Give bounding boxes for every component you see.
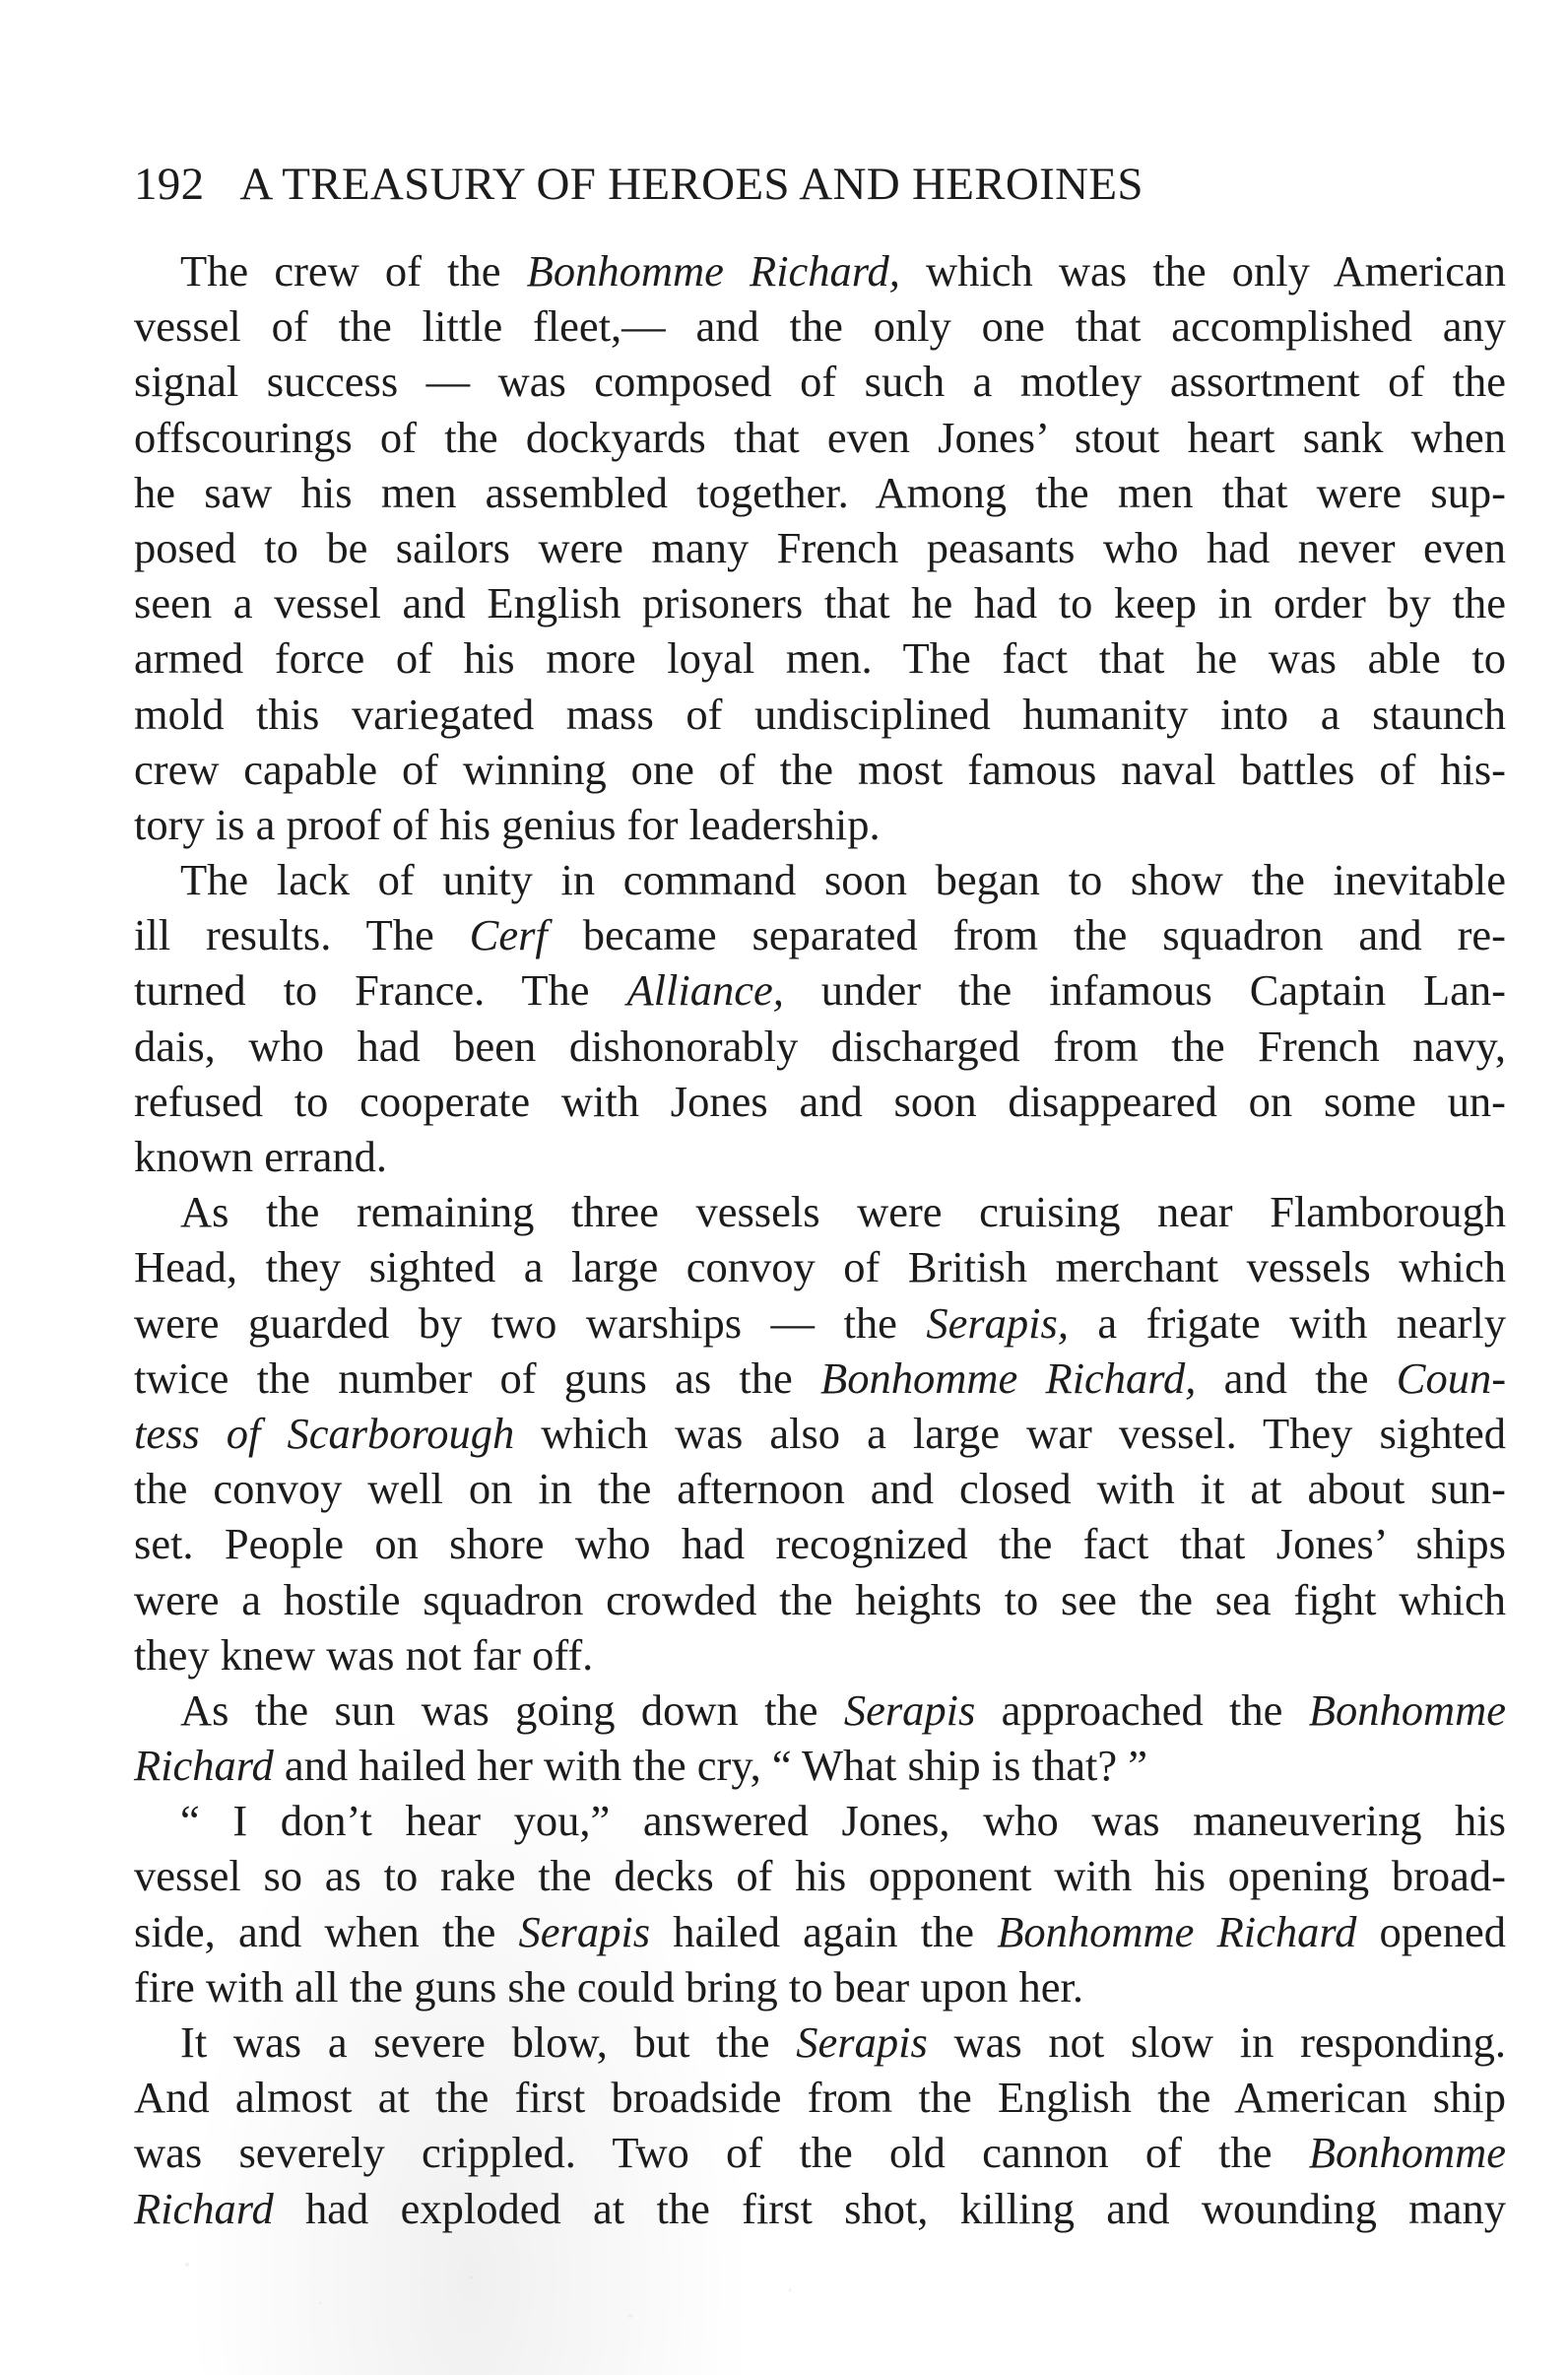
text-line [134, 630, 1506, 686]
text-segment: As the remaining three vessels were cruising near Flamborough [180, 1187, 1506, 1237]
text-line [134, 1074, 1506, 1129]
text-segment: was not slow in responding. [927, 2017, 1506, 2067]
italic-text: Bonhomme [1308, 1684, 1506, 1735]
italic-text: Richard [134, 1741, 274, 1791]
text-segment: “ I don’t hear you,” answered Jones, who was maneuvering his [180, 1796, 1506, 1846]
text-segment: a frigate with nearly [1068, 1297, 1506, 1348]
text-line [134, 1184, 1506, 1239]
text-line [134, 410, 1506, 465]
text-segment: twice the number of guns as the [134, 1352, 821, 1403]
text-segment: and the [1196, 1352, 1397, 1403]
page-smudge [98, 2226, 985, 2354]
text-segment: was severely crippled. Two of the old cannon of the [134, 2128, 1309, 2178]
text-segment: posed to be sailors were many French peasants who had never even [134, 522, 1506, 572]
text-line [134, 1627, 1506, 1682]
italic-text: Serapis, [926, 1297, 1069, 1348]
text-segment: And almost at the first broadside from the English the American ship [134, 2073, 1506, 2123]
text-segment: refused to cooperate with Jones and soon disappeared on some un- [134, 1076, 1506, 1126]
text-segment: crew capable of winning one of the most famous naval battles of his- [134, 744, 1506, 794]
text-segment: he saw his men assembled together. Among the men that were sup- [134, 467, 1506, 517]
text-line [134, 1516, 1506, 1571]
text-line [134, 797, 1506, 852]
text-segment: It was a severe blow, but the [180, 2017, 797, 2067]
text-segment: Head, they sighted a large convoy of British merchant vessels which [134, 1242, 1506, 1292]
text-segment: had exploded at the first shot, killing and wounding many [273, 2183, 1506, 2233]
text-line [134, 1295, 1506, 1351]
text-segment: tory is a proof of his genius for leadership. [134, 799, 881, 849]
running-header [134, 158, 1513, 211]
italic-text: tess of Scarborough [134, 1408, 515, 1458]
text-segment: armed force of his more loyal men. The fact that he was able to [134, 633, 1506, 684]
text-segment: the convoy well on in the afternoon and closed with it at about sun- [134, 1464, 1506, 1514]
body-text [134, 243, 1506, 2236]
text-line [134, 575, 1506, 630]
text-segment: approached the [975, 1684, 1309, 1735]
text-line [134, 687, 1506, 742]
text-segment: vessel so as to rake the decks of his opponent with his opening broad- [134, 1851, 1506, 1901]
text-segment: and hailed her with the cry, “ What ship is that? ” [273, 1741, 1147, 1791]
text-segment: which was also a large war vessel. They sighted [514, 1408, 1506, 1458]
text-line [134, 1848, 1506, 1903]
text-segment: offscourings of the dockyards that even Jones’ stout heart sank when [134, 412, 1506, 462]
text-line [134, 1682, 1506, 1738]
text-line [134, 1239, 1506, 1294]
text-segment: which was the only American [899, 246, 1507, 296]
text-line [134, 354, 1506, 409]
text-segment: set. People on shore who had recognized the fact that Jones’ ships [134, 1519, 1506, 1569]
text-line [134, 1904, 1506, 1959]
italic-text: Alliance, [626, 965, 784, 1016]
text-segment: ill results. The [134, 910, 470, 960]
italic-text: Serapis [518, 1906, 651, 1956]
text-segment: vessel of the little fleet,— and the only one that accomplished any [134, 301, 1506, 352]
italic-text: Richard [134, 2183, 274, 2233]
text-segment: dais, who had been dishonorably discharged from the French navy, [134, 1021, 1506, 1071]
italic-text: Bonhomme [1308, 2128, 1506, 2178]
text-segment: turned to France. The [134, 965, 627, 1016]
text-line [134, 1351, 1506, 1406]
text-line [134, 1738, 1506, 1793]
text-line [134, 1793, 1506, 1848]
italic-text: Serapis [796, 2017, 928, 2067]
text-line [134, 298, 1506, 354]
text-segment: were guarded by two warships — the [134, 1297, 927, 1348]
text-segment: As the sun was going down the [180, 1684, 844, 1735]
text-segment: mold this variegated mass of undisciplined humanity into a staunch [134, 689, 1506, 739]
text-segment: The lack of unity in command soon began to show the inevitable [180, 855, 1506, 905]
text-line [134, 1461, 1506, 1516]
text-segment: became separated from the squadron and re- [547, 910, 1506, 960]
running-title: A TREASURY OF HEROES AND HEROINES [239, 159, 1143, 210]
italic-text: Coun- [1396, 1352, 1507, 1403]
text-line [134, 2125, 1506, 2180]
text-segment: signal success — was composed of such a motley assortment of the [134, 357, 1506, 407]
text-segment: known errand. [134, 1132, 388, 1181]
italic-text: Bonhomme Richard, [820, 1352, 1197, 1403]
text-line [134, 962, 1506, 1018]
italic-text: Bonhomme Richard [997, 1906, 1357, 1956]
text-segment: side, and when the [134, 1906, 519, 1956]
text-line [134, 243, 1506, 298]
text-segment: under the infamous Captain Lan- [783, 965, 1507, 1016]
text-segment: opened [1356, 1906, 1507, 1956]
italic-text: Serapis [843, 1684, 976, 1735]
italic-text: Cerf [469, 910, 548, 960]
text-segment: were a hostile squadron crowded the heights to see the sea fight which [134, 1574, 1506, 1624]
text-line [134, 1019, 1506, 1074]
text-line [134, 1129, 1506, 1184]
text-line [134, 2014, 1506, 2070]
text-segment: hailed again the [650, 1906, 998, 1956]
text-segment: they knew was not far off. [134, 1629, 594, 1680]
text-line [134, 742, 1506, 797]
text-line [134, 2070, 1506, 2125]
text-line [134, 852, 1506, 907]
text-segment: fire with all the guns she could bring to bear upon her. [134, 1961, 1083, 2012]
text-line [134, 1572, 1506, 1627]
page-number: 192 [134, 159, 205, 210]
text-line [134, 520, 1506, 575]
text-segment: seen a vessel and English prisoners that he had to keep in order by the [134, 578, 1506, 628]
italic-text: Bonhomme Richard, [526, 246, 900, 296]
text-line [134, 1406, 1506, 1461]
text-segment: The crew of the [180, 246, 527, 296]
text-line [134, 1959, 1506, 2014]
text-line [134, 907, 1506, 962]
text-line [134, 465, 1506, 520]
